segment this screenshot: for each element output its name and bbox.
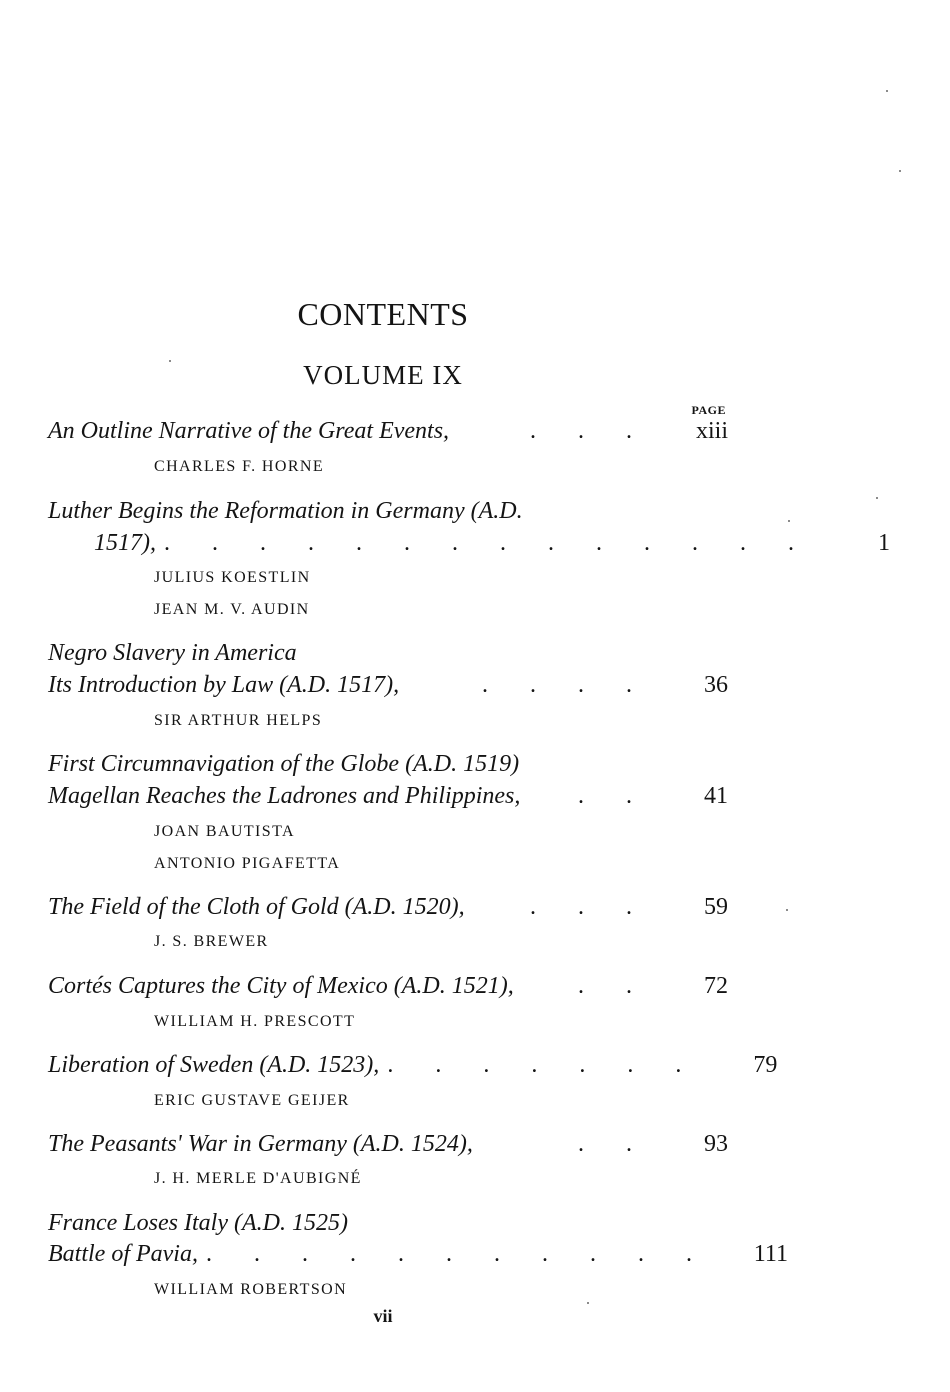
toc-entry-author: J. H. MERLE D'AUBIGNÉ	[154, 1170, 362, 1187]
volume-heading: VOLUME IX	[303, 360, 463, 390]
toc-entry-title[interactable]: Luther Begins the Reformation in Germany (A.D.	[48, 498, 523, 524]
page-number: xiii	[695, 418, 728, 444]
scan-speck	[876, 497, 878, 499]
toc-entry-author: WILLIAM H. PRESCOTT	[154, 1013, 356, 1030]
page-column-label: PAGE	[691, 403, 726, 417]
leader-dots: . . . . . . . . . . .	[205, 1241, 710, 1267]
toc-entry-author: JOAN BAUTISTA	[154, 823, 295, 840]
page-number: 36	[704, 672, 728, 698]
page-number: 72	[704, 973, 728, 999]
page-number: 111	[753, 1241, 788, 1267]
scan-speck	[587, 1302, 589, 1304]
scan-speck	[788, 520, 790, 522]
toc-entry-author: ANTONIO PIGAFETTA	[154, 855, 341, 872]
toc-entry-author: JULIUS KOESTLIN	[154, 569, 311, 586]
toc-entry-title[interactable]: First Circumnavigation of the Globe (A.D. 1519)	[48, 751, 520, 777]
page-number: 93	[704, 1131, 728, 1157]
toc-entry-title[interactable]: France Loses Italy (A.D. 1525)	[48, 1210, 348, 1236]
page-number: 79	[753, 1052, 778, 1078]
toc-entry-title[interactable]: Cortés Captures the City of Mexico (A.D. 1521), . . 72	[48, 973, 728, 999]
toc-entry-author: JEAN M. V. AUDIN	[154, 601, 310, 618]
leader-dots: . .	[578, 783, 650, 809]
toc-entry-subtitle[interactable]: Its Introduction by Law (A.D. 1517), . . . . 36	[48, 672, 728, 698]
scan-speck	[899, 170, 901, 172]
toc-entry-title[interactable]: The Field of the Cloth of Gold (A.D. 1520), . . . 59	[48, 894, 728, 920]
toc-entry-author: WILLIAM ROBERTSON	[154, 1281, 348, 1298]
toc-entry-author: J. S. BREWER	[154, 933, 269, 950]
toc-entry-subtitle[interactable]: Magellan Reaches the Ladrones and Philippines, . . 41	[48, 783, 728, 809]
toc-entry-title-continued[interactable]: 1517), . . . . . . . . . . . . . . 1	[94, 530, 890, 556]
toc-entry-title[interactable]: The Peasants' War in Germany (A.D. 1524), . . 93	[48, 1131, 728, 1157]
leader-dots: . . .	[530, 418, 650, 444]
toc-entry-author: CHARLES F. HORNE	[154, 458, 325, 475]
toc-entry-title[interactable]: Negro Slavery in America	[48, 640, 297, 666]
toc-entry-title[interactable]: Liberation of Sweden (A.D. 1523), . . . . . . . 79	[48, 1052, 778, 1078]
page-number: 41	[704, 783, 728, 809]
toc-entry-author: ERIC GUSTAVE GEIJER	[154, 1092, 350, 1109]
toc-entry-author: SIR ARTHUR HELPS	[154, 712, 323, 729]
leader-dots: . . .	[530, 894, 650, 920]
leader-dots: . .	[578, 1131, 650, 1157]
page-number: 59	[704, 894, 728, 920]
page-number: 1	[878, 530, 890, 556]
scan-speck	[886, 90, 888, 92]
leader-dots: . . . . . . .	[387, 1052, 700, 1078]
leader-dots: . . . .	[482, 672, 650, 698]
leader-dots: . . . . . . . . . . . . . .	[164, 530, 812, 556]
leader-dots: . .	[578, 973, 650, 999]
scan-speck	[786, 909, 788, 911]
folio-page-number: vii	[373, 1306, 393, 1326]
toc-entry-title[interactable]: An Outline Narrative of the Great Events, . . . xiii	[48, 418, 728, 444]
scan-speck	[169, 360, 171, 362]
toc-entry-subtitle[interactable]: Battle of Pavia, . . . . . . . . . . . 111	[48, 1241, 788, 1267]
page-title: CONTENTS	[297, 296, 469, 332]
